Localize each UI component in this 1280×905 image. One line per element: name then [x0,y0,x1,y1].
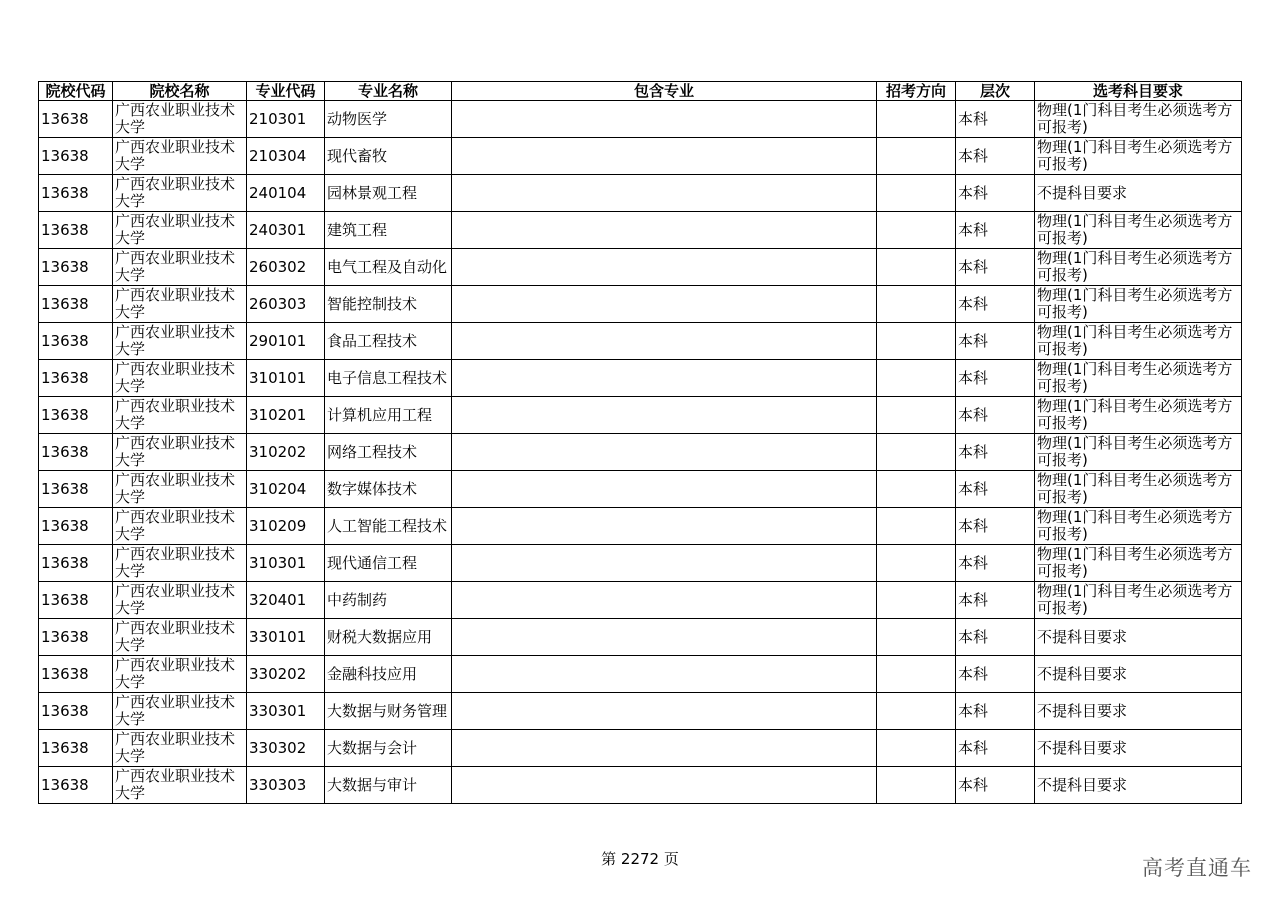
admissions-table [38,81,1242,804]
header-direction: 招考方向 [877,82,956,101]
cell-major-code: 310209 [247,508,325,545]
table-row [39,249,1242,286]
cell-level: 本科 [956,323,1035,360]
cell-subject-requirement: 不提科目要求 [1035,175,1242,212]
cell-school-name: 广西农业职业技术大学 [113,323,247,360]
cell-major-code: 330303 [247,767,325,804]
table-row [39,175,1242,212]
cell-included-majors [452,767,877,804]
cell-school-name: 广西农业职业技术大学 [113,175,247,212]
cell-school-name: 广西农业职业技术大学 [113,656,247,693]
cell-included-majors [452,212,877,249]
cell-included-majors [452,434,877,471]
watermark: 高考直通车 [1142,856,1252,880]
cell-school-code: 13638 [39,138,113,175]
cell-direction [877,471,956,508]
cell-included-majors [452,138,877,175]
cell-school-name: 广西农业职业技术大学 [113,249,247,286]
header-major-code: 专业代码 [247,82,325,101]
cell-major-name: 大数据与审计 [325,767,452,804]
cell-major-code: 240104 [247,175,325,212]
cell-direction [877,101,956,138]
cell-major-name: 园林景观工程 [325,175,452,212]
cell-included-majors [452,397,877,434]
cell-major-code: 210301 [247,101,325,138]
cell-school-name: 广西农业职业技术大学 [113,101,247,138]
cell-included-majors [452,693,877,730]
cell-school-name: 广西农业职业技术大学 [113,730,247,767]
table-row [39,582,1242,619]
cell-direction [877,286,956,323]
cell-school-name: 广西农业职业技术大学 [113,360,247,397]
cell-major-name: 计算机应用工程 [325,397,452,434]
cell-direction [877,619,956,656]
table-row [39,693,1242,730]
cell-major-name: 中药制药 [325,582,452,619]
cell-subject-requirement: 不提科目要求 [1035,767,1242,804]
cell-major-name: 食品工程技术 [325,323,452,360]
table-row [39,286,1242,323]
cell-direction [877,434,956,471]
cell-direction [877,656,956,693]
cell-level: 本科 [956,434,1035,471]
table-row [39,212,1242,249]
header-school-name: 院校名称 [113,82,247,101]
cell-major-name: 大数据与财务管理 [325,693,452,730]
table-row [39,101,1242,138]
cell-school-code: 13638 [39,360,113,397]
cell-major-code: 320401 [247,582,325,619]
header-included-majors: 包含专业 [452,82,877,101]
cell-subject-requirement: 不提科目要求 [1035,619,1242,656]
cell-level: 本科 [956,767,1035,804]
cell-school-code: 13638 [39,545,113,582]
cell-direction [877,693,956,730]
cell-school-code: 13638 [39,212,113,249]
cell-level: 本科 [956,175,1035,212]
cell-level: 本科 [956,397,1035,434]
header-school-code: 院校代码 [39,82,113,101]
cell-school-name: 广西农业职业技术大学 [113,619,247,656]
cell-level: 本科 [956,656,1035,693]
cell-major-code: 210304 [247,138,325,175]
cell-major-name: 数字媒体技术 [325,471,452,508]
cell-subject-requirement: 不提科目要求 [1035,730,1242,767]
cell-major-code: 290101 [247,323,325,360]
cell-level: 本科 [956,508,1035,545]
table-body [39,101,1242,804]
cell-school-code: 13638 [39,175,113,212]
cell-included-majors [452,582,877,619]
cell-included-majors [452,249,877,286]
cell-school-code: 13638 [39,508,113,545]
cell-major-code: 310201 [247,397,325,434]
cell-included-majors [452,471,877,508]
cell-major-code: 310202 [247,434,325,471]
cell-school-code: 13638 [39,434,113,471]
cell-major-code: 260303 [247,286,325,323]
cell-major-name: 电气工程及自动化 [325,249,452,286]
cell-school-name: 广西农业职业技术大学 [113,545,247,582]
cell-major-name: 财税大数据应用 [325,619,452,656]
cell-level: 本科 [956,693,1035,730]
cell-school-name: 广西农业职业技术大学 [113,693,247,730]
cell-direction [877,175,956,212]
cell-major-code: 310101 [247,360,325,397]
cell-school-name: 广西农业职业技术大学 [113,212,247,249]
cell-level: 本科 [956,619,1035,656]
cell-school-code: 13638 [39,582,113,619]
table-row [39,360,1242,397]
table-row [39,730,1242,767]
cell-included-majors [452,545,877,582]
cell-major-name: 人工智能工程技术 [325,508,452,545]
cell-level: 本科 [956,360,1035,397]
table-row [39,397,1242,434]
cell-subject-requirement: 物理(1门科目考生必须选考方可报考) [1035,101,1242,138]
table-row [39,619,1242,656]
cell-level: 本科 [956,212,1035,249]
cell-major-code: 330302 [247,730,325,767]
cell-major-name: 大数据与会计 [325,730,452,767]
cell-subject-requirement: 物理(1门科目考生必须选考方可报考) [1035,286,1242,323]
cell-subject-requirement: 物理(1门科目考生必须选考方可报考) [1035,212,1242,249]
cell-direction [877,730,956,767]
header-level: 层次 [956,82,1035,101]
cell-included-majors [452,730,877,767]
header-row [39,82,1242,101]
cell-level: 本科 [956,101,1035,138]
cell-level: 本科 [956,249,1035,286]
cell-major-name: 现代畜牧 [325,138,452,175]
cell-subject-requirement: 物理(1门科目考生必须选考方可报考) [1035,508,1242,545]
table-row [39,508,1242,545]
cell-subject-requirement: 物理(1门科目考生必须选考方可报考) [1035,249,1242,286]
cell-major-code: 260302 [247,249,325,286]
table-row [39,545,1242,582]
cell-subject-requirement: 不提科目要求 [1035,656,1242,693]
header-subject-requirement: 选考科目要求 [1035,82,1242,101]
cell-subject-requirement: 物理(1门科目考生必须选考方可报考) [1035,360,1242,397]
cell-school-code: 13638 [39,397,113,434]
cell-level: 本科 [956,471,1035,508]
cell-major-code: 240301 [247,212,325,249]
cell-level: 本科 [956,138,1035,175]
cell-direction [877,582,956,619]
cell-direction [877,397,956,434]
cell-direction [877,212,956,249]
cell-major-code: 310301 [247,545,325,582]
table-row [39,323,1242,360]
cell-included-majors [452,619,877,656]
cell-school-code: 13638 [39,619,113,656]
cell-included-majors [452,360,877,397]
cell-school-name: 广西农业职业技术大学 [113,767,247,804]
table-row [39,138,1242,175]
cell-major-name: 现代通信工程 [325,545,452,582]
cell-major-code: 310204 [247,471,325,508]
cell-school-name: 广西农业职业技术大学 [113,471,247,508]
cell-major-name: 电子信息工程技术 [325,360,452,397]
cell-level: 本科 [956,730,1035,767]
cell-major-code: 330202 [247,656,325,693]
cell-school-name: 广西农业职业技术大学 [113,582,247,619]
cell-included-majors [452,508,877,545]
cell-school-code: 13638 [39,101,113,138]
cell-school-code: 13638 [39,286,113,323]
cell-subject-requirement: 物理(1门科目考生必须选考方可报考) [1035,545,1242,582]
cell-subject-requirement: 物理(1门科目考生必须选考方可报考) [1035,323,1242,360]
table-row [39,471,1242,508]
cell-school-name: 广西农业职业技术大学 [113,434,247,471]
cell-level: 本科 [956,582,1035,619]
cell-major-name: 智能控制技术 [325,286,452,323]
cell-direction [877,545,956,582]
cell-major-name: 网络工程技术 [325,434,452,471]
cell-direction [877,508,956,545]
page-number: 第 2272 页 [601,850,679,868]
cell-included-majors [452,286,877,323]
cell-included-majors [452,323,877,360]
cell-level: 本科 [956,286,1035,323]
header-major-name: 专业名称 [325,82,452,101]
cell-school-name: 广西农业职业技术大学 [113,397,247,434]
cell-subject-requirement: 物理(1门科目考生必须选考方可报考) [1035,434,1242,471]
cell-direction [877,323,956,360]
cell-school-code: 13638 [39,471,113,508]
cell-major-code: 330101 [247,619,325,656]
cell-major-name: 金融科技应用 [325,656,452,693]
cell-subject-requirement: 物理(1门科目考生必须选考方可报考) [1035,582,1242,619]
cell-major-code: 330301 [247,693,325,730]
cell-school-code: 13638 [39,249,113,286]
cell-school-name: 广西农业职业技术大学 [113,286,247,323]
cell-included-majors [452,656,877,693]
cell-school-code: 13638 [39,767,113,804]
cell-school-code: 13638 [39,323,113,360]
table-row [39,656,1242,693]
cell-subject-requirement: 物理(1门科目考生必须选考方可报考) [1035,138,1242,175]
table-row [39,767,1242,804]
cell-subject-requirement: 物理(1门科目考生必须选考方可报考) [1035,471,1242,508]
cell-major-name: 动物医学 [325,101,452,138]
cell-direction [877,767,956,804]
cell-major-name: 建筑工程 [325,212,452,249]
table-row [39,434,1242,471]
cell-included-majors [452,101,877,138]
cell-subject-requirement: 物理(1门科目考生必须选考方可报考) [1035,397,1242,434]
cell-school-code: 13638 [39,730,113,767]
cell-direction [877,138,956,175]
cell-direction [877,249,956,286]
cell-subject-requirement: 不提科目要求 [1035,693,1242,730]
cell-school-name: 广西农业职业技术大学 [113,508,247,545]
cell-direction [877,360,956,397]
cell-school-code: 13638 [39,656,113,693]
cell-included-majors [452,175,877,212]
cell-school-code: 13638 [39,693,113,730]
cell-level: 本科 [956,545,1035,582]
cell-school-name: 广西农业职业技术大学 [113,138,247,175]
